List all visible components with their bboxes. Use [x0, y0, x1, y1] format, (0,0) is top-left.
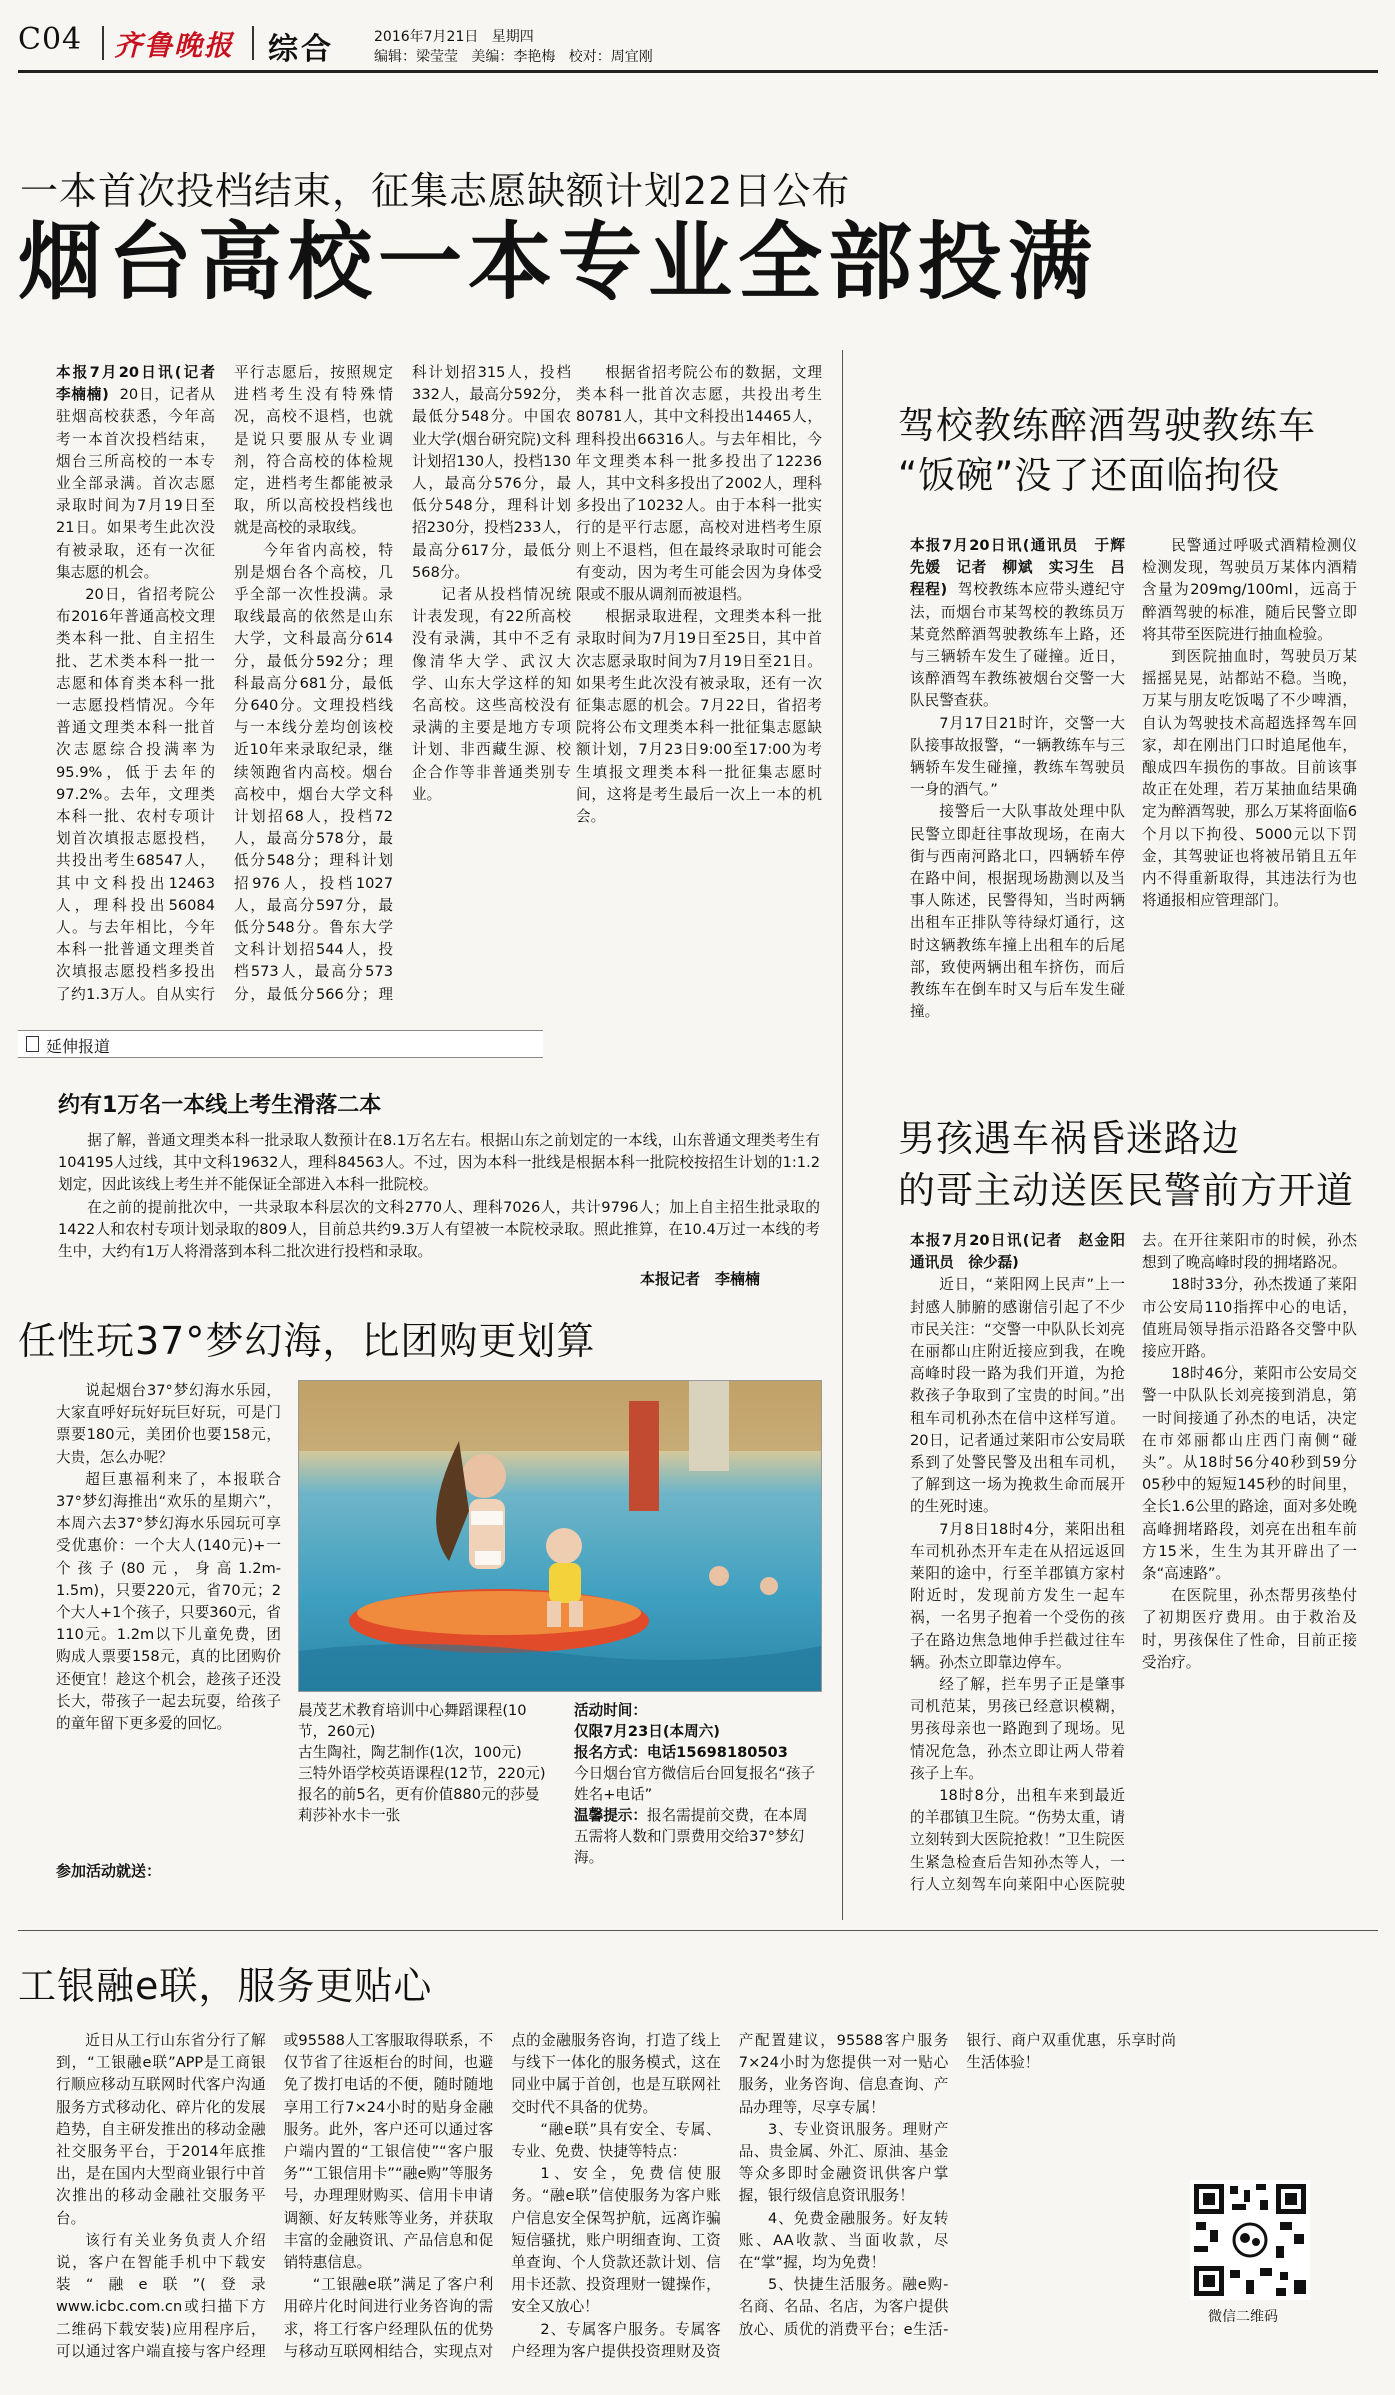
gift-item: 晨茂艺术教育培训中心舞蹈课程(10节，260元) [298, 1702, 527, 1740]
issue-weekday: 星期四 [491, 29, 534, 45]
boy-paragraph: 在医院里，孙杰帮男孩垫付了初期医疗费用。由于救治及时，男孩保住了性命，目前正接受治疗。 [1142, 1587, 1357, 1671]
boy-body [910, 1230, 1357, 1910]
extended-tag-box [18, 1030, 543, 1058]
lead-headline: 烟台高校一本专业全部投满 [18, 213, 1099, 311]
signup-line: 报名方式：电话15698180503 [574, 1744, 788, 1761]
promo-activity-info [574, 1700, 822, 1890]
boy-title-line1: 男孩遇车祸昏迷路边 [898, 1117, 1240, 1160]
waterpark-illustration [299, 1381, 821, 1691]
page-header [0, 0, 1395, 66]
bank-paragraph: 2、专属客户服务。专属客户经理为客户提供投资理财及资产配置建议，95588客户服务7×24小时为您提供一对一贴心服务，业务咨询、信息查询、产品办理等，尽享专属！ [511, 2032, 949, 2360]
lead-paragraph: 20日，省招考院公布2016年普通高校文理类本科一批、自主招生批、艺术类本科一批一志愿和体育类本科一批一志愿投档情况。今年普通文理类本科一批首次志愿综合投满率为95.9%，低于去年的97.2%。去年，文理类本科一批、农村专项计划首次填报志愿投档，共投出考生68547人，其中文科投出12463人，理科投出56084人。与去年相比，今年本科一批普通文理类首次填报志愿投档多投出了约1.3万人。自从实行平行志愿后，按照规定进档考生没有特殊情况，高校不退档，也就是说只要服从专业调剂，符合高校的体检规定，进档考生都能被录取，所以高校投档线也就是高校的录取线。 [56, 364, 393, 1003]
driving-paragraph: 7月17日21时许，交警一大队接事故报警，“一辆教练车与三辆轿车发生碰撞，教练车驾驶员一身的酒气。” [910, 714, 1125, 799]
activity-time: 仅限7月23日(本周六) [574, 1723, 720, 1740]
bank-paragraph: 1、安全，免费信使服务。“融e联”信使服务为客户账户信息安全保驾护航，远离诈骗短信骚扰，账户明细查询、工资单查询、个人贷款还款计划、信用卡还款、投资理财一键操作，安全又放心！ [511, 2165, 721, 2316]
paper-logo: 齐鲁晚报 [114, 29, 235, 62]
driving-paragraph: 民警通过呼吸式酒精检测仪检测发现，驾驶员万某体内酒精含量为209mg/100ml，远高于醉酒驾驶的标准，随后民警立即将其带至医院进行抽血检验。 [1142, 537, 1357, 643]
boy-paragraph: 7月8日18时4分，莱阳出租车司机孙杰开车走在从招远返回莱阳的途中，行至羊郡镇方家村附近时，发现前方发生一起车祸，一名男子抱着一个受伤的孩子在路边焦急地伸手拦截过往车辆。孙杰立即靠边停车。 [910, 1520, 1125, 1671]
boy-paragraph: 经了解，拦车男子正是肇事司机范某，男孩已经意识模糊，男孩母亲也一路跑到了现场。见情况危急，孙杰立即让两人带着孩子上车。 [910, 1676, 1125, 1782]
signup-wechat: 今日烟台官方微信后台回复报名“孩子姓名+电话” [574, 1765, 816, 1803]
promo-gifts [298, 1700, 548, 1890]
driving-title-line1: 驾校教练醉酒驾驶教练车 [898, 404, 1316, 447]
boy-paragraph: 18时46分，莱阳市公安局交警一中队队长刘亮接到消息，第一时间接通了孙杰的电话，决定在市郊丽都山庄西门南侧“碰头”。从18时56分40秒到59分05秒中的短短145秒的时间里，全长1.6公里的路途，面对多处晚高峰拥堵路段，刘亮在出租车前方15米，生生为其开辟出了一条“高速路”。 [1142, 1365, 1357, 1583]
extended-byline: 本报记者 李楠楠 [640, 1270, 761, 1288]
bank-body [56, 2030, 1176, 2370]
gift-item: 三特外语学校英语课程(12节，220元) [298, 1765, 546, 1782]
lead-paragraph: 记者从投档情况统计表发现，有22所高校没有录满，其中不乏有像清华大学、武汉大学、山东大学这样的知名高校。这些高校没有录满的主要是地方专项计划、非西藏生源、校企合作等非普通类别专业。 [412, 586, 571, 803]
header-rule [18, 70, 1378, 73]
bank-paragraph: 5、快捷生活服务。融e购-名商、名品、名店，为客户提供放心、质优的消费平台；e生活-银行、商户双重优惠，乐享时尚生活体验！ [738, 2032, 1176, 2338]
promo-body [56, 1380, 281, 1780]
extended-title: 约有1万名一本线上考生滑落二本 [58, 1093, 382, 1118]
section-name: 综合 [268, 32, 334, 67]
boy-paragraph [910, 1230, 1140, 1274]
gift-item: 古生陶社，陶艺制作(1次，100元) [298, 1744, 522, 1761]
qr-code-graphic [1190, 2180, 1310, 2300]
lead-paragraph: 今年省内高校，特别是烟台各个高校，几乎全部一次性投满。录取线最高的依然是山东大学，文科最高分614分，最低分592分；理科最高分681分，最低分640分。文理投档线与一本线分差均创该校近10年来录取纪录，继续领跑省内高校。烟台高校中，烟台大学文科计划招68人，投档72人，最高分578分，最低分548分；理科计划招976人，投档1027人，最高分597分，最低分548分。鲁东大学文科计划招544人，投档573人，最高分573分，最低分566分；理科计划招315人，投档332人，最高分592分，最低分548分。中国农业大学(烟台研究院)文科计划招130人，投档130人，最高分576分，最低分548分，理科计划招230分，投档233人，最高分617分，最低分568分。 [234, 364, 571, 1003]
header-meta-bottom [374, 46, 653, 66]
promo-paragraph: 超巨惠福利来了，本报联合37°梦幻海推出“欢乐的星期六”，本周六去37°梦幻海水乐园玩可享受优惠价：一个大人(140元)+一个孩子(80元，身高1.2m-1.5m)，只要220元，省70元；2个大人+1个孩子，只要360元，省110元。1.2m以下儿童免费，团购成人票要158元，真的比团购价还便宜！趁这个机会，趁孩子还没长大，带孩子一起去玩耍，给孩子的童年留下更多爱的回忆。 [56, 1470, 281, 1733]
qr-code[interactable] [1190, 2180, 1310, 2300]
promo-join-label: 参加活动就送： [56, 1862, 162, 1880]
lead-kicker: 一本首次投档结束，征集志愿缺额计划22日公布 [20, 169, 851, 213]
boy-dateline: 本报7月20日讯(记者 赵金阳 通讯员 徐少磊) [910, 1232, 1140, 1272]
notice-line: 温馨提示：报名需提前交费，在本周五需将人数和门票费用交给37°梦幻海。 [574, 1807, 808, 1866]
driving-paragraph: 到医院抽血时，驾驶员万某摇摇晃晃，站都站不稳。当晚，万某与朋友吃饭喝了不少啤酒，自认为驾驶技术高超选择驾车回家，却在刚出门口时追尾他车，酿成四车损伤的事故。目前该事故正在处理，若万某抽血结果确定为醉酒驾驶，那么万某将面临6个月以下拘役、5000元以下罚金，其驾驶证也将被吊销且五年内不得重新取得，其违法行为也将通报相应管理部门。 [1142, 648, 1357, 910]
page-number: C04 [18, 22, 83, 57]
bank-paragraph: “融e联”具有安全、专属、专业、免费、快捷等特点： [511, 2120, 721, 2161]
bank-paragraph: “工银融e联”满足了客户利用碎片化时间进行业务咨询的需求，将工行客户经理队伍的优势与移动互联网相结合，实现点对点的金融服务咨询，打造了线上与线下一体化的服务模式，这在同业中属于首创，也是互联网社交时代不具备的优势。 [283, 2032, 721, 2360]
column-divider [842, 350, 843, 1920]
boy-paragraph: 18时33分，孙杰拨通了莱阳市公安局110指挥中心的电话，值班局领导指示沿路各交警中队接应开路。 [1142, 1276, 1357, 1361]
bank-paragraph: 近日从工行山东省分行了解到，“工银融e联”APP是工商银行顺应移动互联网时代客户沟通服务方式移动化、碎片化的发展趋势，自主研发推出的移动金融社交服务平台，于2014年底推出，是在国内大型商业银行中首次推出的移动金融社交服务平台。 [56, 2032, 266, 2227]
header-divider [102, 26, 104, 60]
lead-dateline: 本报7月20日讯(记者 李楠楠) [56, 364, 230, 404]
header-meta-top [374, 26, 534, 46]
proof-credit: 校对：周宜刚 [568, 49, 653, 65]
extended-paragraph: 据了解，普通文理类本科一批录取人数预计在8.1万名左右。根据山东之前划定的一本线，山东普通文理类考生有104195人过线，其中文科19632人，理科84563人。不过，因为本科一批线是根据本科一批院校按招生计划的1:1.2划定，因此该线上考生并不能保证全部进入本科一批院校。 [58, 1132, 820, 1194]
bank-paragraph: 3、专业资讯服务。理财产品、贵金属、外汇、原油、基金等众多即时金融资讯供客户掌握，银行级信息资讯服务！ [738, 2120, 949, 2205]
lead-paragraph: 根据省招考院公布的数据，文理类本科一批首次志愿，共投出考生80781人，其中文科投出14465人，理科投出66316人。与去年相比，今年文理类本科一批多投出了12236人，其中文科多投出了2002人，理科多投出了10232人。由于本科一批实行的是平行志愿，高校对进档考生原则上不退档，但在最终录取时可能会有变动，因为考生可能会因为身体受限或不服从调剂而被退档。 [576, 364, 822, 604]
activity-time-label: 活动时间： [574, 1702, 647, 1719]
lead-paragraph: 根据录取进程，文理类本科一批录取时间为7月19日至25日，其中首次志愿录取时间为7月19日至21日。如果考生此次没有被录取，还有一次征集志愿的机会。7月22日，省招考院将公布文理类本科一批征集志愿缺额计划，7月23日9:00至17:00为考生填报文理类本科一批征集志愿时间，这将是考生最后一次上一本的机会。 [576, 608, 822, 826]
waterpark-photo [298, 1380, 822, 1692]
driving-body [910, 535, 1357, 1055]
art-credit: 美编：李艳梅 [471, 49, 556, 65]
boy-paragraph: 近日，“莱阳网上民声”上一封感人肺腑的感谢信引起了不少市民关注：“交警一中队队长刘亮在丽都山庄附近接应到我，在晚高峰时段一路为我们开道，为抢救孩子争取到了宝贵的时间。”出租车司机孙杰在信中这样写道。20日，记者通过莱阳市公安局联系到了处警民警及出租车司机，了解到这一场为挽救生命而展开的生死时速。 [910, 1276, 1125, 1516]
bank-section-rule [18, 1930, 1378, 1931]
bank-paragraph: 4、免费金融服务。好友转账、AA收款、当面收款，尽在“掌”握，均为免费！ [738, 2209, 949, 2272]
qr-caption: 微信二维码 [1208, 2309, 1278, 2325]
lead-paragraph: 本报7月20日讯(记者 李楠楠) 20日，记者从驻烟高校获悉，今年高考一本首次投档结束，烟台三所高校的一本专业全部录满。首次志愿录取时间为7月19日至21日。如果考生此次没有被录取，还有一次征集志愿的机会。 [56, 364, 230, 581]
driving-paragraph: 本报7月20日讯(通讯员 于辉 先媛 记者 柳斌 实习生 吕程程) 驾校教练本应带头遵纪守法，而烟台市某驾校的教练员万某竟然醉酒驾驶教练车上路，还与三辆轿车发生了碰撞。近日，该醉酒驾车教练被烟台交警一大队民警查获。 [910, 537, 1140, 710]
header-divider [252, 26, 254, 60]
boy-title-line2: 的哥主动送医民警前方开道 [898, 1169, 1354, 1212]
driving-title-line2: “饭碗”没了还面临拘役 [898, 454, 1281, 497]
bank-paragraph: 该行有关业务负责人介绍说，客户在智能手机中下载安装“融e联”(登录www.icbc.com.cn或扫描下方二维码下载安装)应用程序后，可以通过客户端直接与客户经理或95588人工客服取得联系，不仅节省了往返柜台的时间，也避免了拨打电话的不便，随时随地享用工行7×24小时的贴身金融服务。此外，客户还可以通过客户端内置的“工银信使”“客户服务”“工银信用卡”“融e购”等服务号，办理理财购买、信用卡申请调额、好友转账等业务，并获取丰富的金融资讯、产品信息和促销特惠信息。 [56, 2032, 494, 2360]
boy-paragraph: 18时8分，出租车来到最近的羊郡镇卫生院。“伤势太重，请立刻转到大医院抢救！”卫生院医生紧急检查后告知孙杰等人，一行人立刻驾车向莱阳中心医院驶去。在开往莱阳市的时候，孙杰想到了晚高峰时段的拥堵路况。 [910, 1232, 1357, 1893]
issue-date: 2016年7月21日 [374, 29, 479, 45]
lead-body [56, 362, 571, 1010]
promo-paragraph: 说起烟台37°梦幻海水乐园，大家直呼好玩好玩巨好玩，可是门票要180元，美团价也要158元，大贵，怎么办呢？ [56, 1382, 281, 1466]
bank-headline: 工银融e联，服务更贴心 [18, 1964, 433, 2008]
extended-paragraph: 在之前的提前批次中，一共录取本科层次的文科2770人、理科7026人，共计9796人；加上自主招生批录取的1422人和农村专项计划录取的809人，目前总共约9.3万人有望被一本院校录取。照此推算，在10.4万过一本线的考生中，大约有1万人将滑落到本科二批次进行投档和录取。 [58, 1198, 820, 1260]
editor-credit: 编辑：梁莹莹 [374, 49, 458, 65]
driving-dateline: 本报7月20日讯(通讯员 于辉 先媛 记者 柳斌 实习生 吕程程) [910, 537, 1140, 599]
driving-paragraph: 接警后一大队事故处理中队民警立即赶往事故现场，在南大街与西南河路北口，四辆轿车停在路中间，根据现场勘测以及当事人陈述，民警得知，当时两辆出租车正排队等待绿灯通行，这时这辆教练车撞上出租车的后尾部，致使两辆出租车挤伤，而后教练车在倒车时又与后车发生碰撞。 [910, 803, 1125, 1021]
promo-headline: 任性玩37°梦幻海，比团购更划算 [18, 1319, 596, 1363]
document-icon [26, 1036, 39, 1052]
gift-item: 报名的前5名，更有价值880元的莎曼莉莎补水卡一张 [298, 1786, 540, 1824]
extended-tag: 延伸报道 [46, 1037, 111, 1056]
lead-body-continued [576, 362, 822, 1010]
extended-body [58, 1130, 820, 1260]
